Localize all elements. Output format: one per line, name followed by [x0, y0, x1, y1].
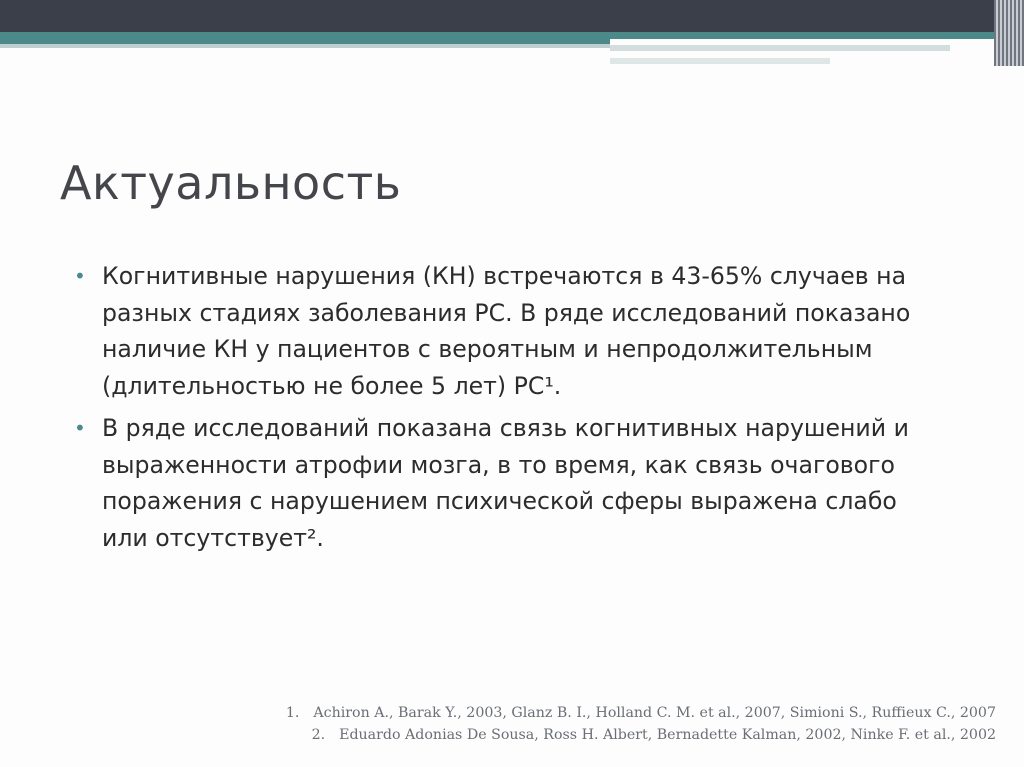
- reference-number: 2.: [311, 727, 326, 743]
- bullet-text: Когнитивные нарушения (КН) встречаются в 43-65% случаев на разных стадиях заболевания РС. В ряде исследований показано наличие КН у пациентов с вероятным и непродолжительным (длительностью не более 5 лет) РС¹.: [102, 262, 911, 400]
- bullet-list: [70, 258, 970, 562]
- header-light-stripe-3: [610, 58, 830, 64]
- header-teal-stripe: [0, 32, 610, 44]
- bullet-item: [70, 410, 970, 556]
- slide-title: Актуальность: [60, 156, 402, 210]
- references-list: [286, 702, 996, 746]
- reference-text: Achiron A., Barak Y., 2003, Glanz B. I., Holland C. M. et al., 2007, Simioni S., Ruffieux C., 2007: [313, 705, 996, 721]
- header-light-stripe-2: [610, 45, 950, 51]
- header-edge-stripes: [994, 0, 1024, 66]
- reference-text: Eduardo Adonias De Sousa, Ross H. Albert, Bernadette Kalman, 2002, Ninke F. et al., 2002: [339, 727, 996, 743]
- header-teal-stripe-right: [610, 32, 1024, 39]
- bullet-dot-icon: •: [74, 416, 86, 440]
- reference-item: [286, 724, 996, 746]
- bullet-text: В ряде исследований показана связь когнитивных нарушений и выраженности атрофии мозга, в то время, как связь очагового поражения с нарушением психической сферы выражена слабо или отсутствует².: [102, 414, 909, 552]
- header-dark-stripe: [0, 0, 1024, 32]
- reference-item: [286, 702, 996, 724]
- bullet-item: [70, 258, 970, 404]
- header-light-stripe: [0, 44, 610, 48]
- bullet-dot-icon: •: [74, 264, 86, 288]
- header-band: [0, 0, 1024, 68]
- reference-number: 1.: [285, 705, 300, 721]
